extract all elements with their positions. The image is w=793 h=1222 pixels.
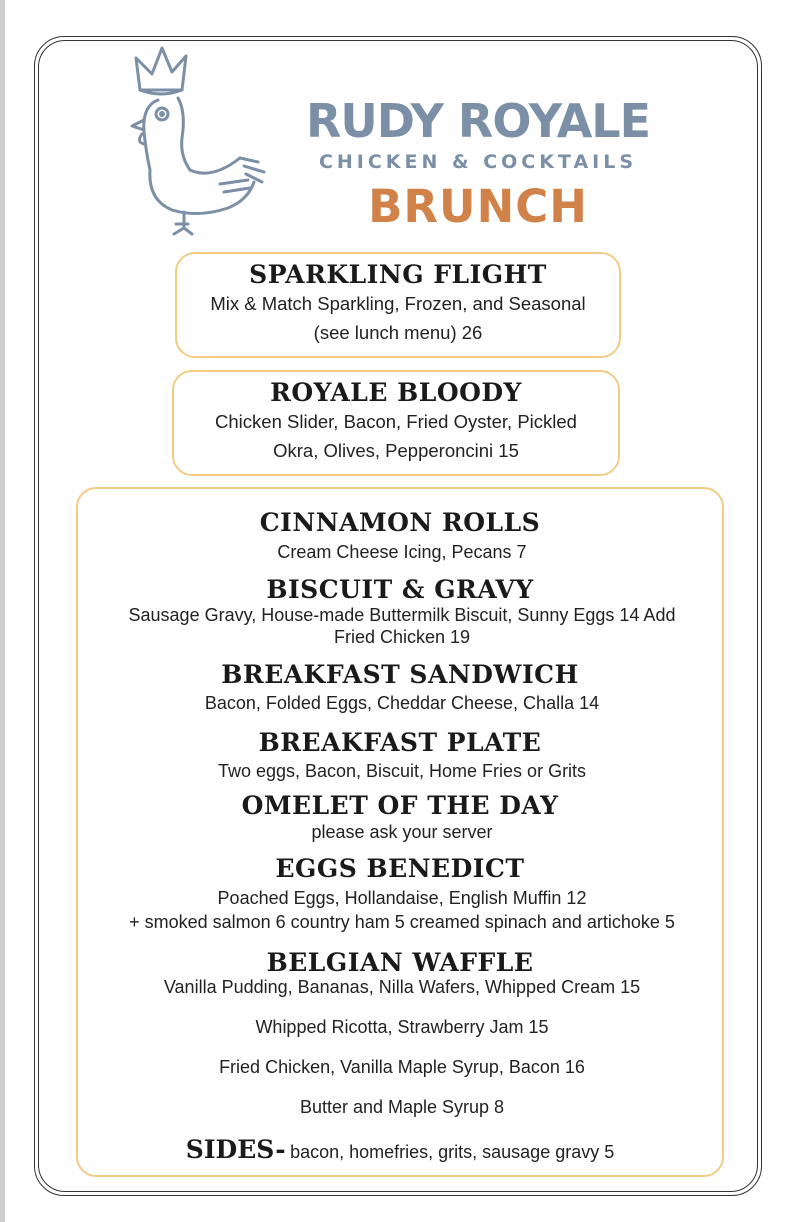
featured-desc-line: Okra, Olives, Pepperoncini 15 xyxy=(273,440,519,461)
item-title: BREAKFAST SANDWICH xyxy=(221,660,579,689)
featured-title: SPARKLING FLIGHT xyxy=(249,260,547,289)
item-title: BISCUIT & GRAVY xyxy=(266,575,534,604)
item-desc: Sausage Gravy, House-made Buttermilk Biscuit, Sunny Eggs 14 Add Fried Chicken 19 xyxy=(128,605,676,647)
waffle-variant: Fried Chicken, Vanilla Maple Syrup, Bacon 16 xyxy=(219,1057,585,1077)
crowned-chicken-icon xyxy=(128,40,268,240)
featured-desc-line: (see lunch menu) 26 xyxy=(313,322,483,343)
brand-name: RUDY ROYALE xyxy=(305,94,651,148)
item-title: EGGS BENEDICT xyxy=(275,854,525,883)
item-title: CINNAMON ROLLS xyxy=(259,508,541,537)
sides-line xyxy=(78,1135,722,1164)
item-title: OMELET OF THE DAY xyxy=(241,791,559,820)
item-desc: Cream Cheese Icing, Pecans 7 xyxy=(277,542,527,562)
brand-tagline: CHICKEN & COCKTAILS xyxy=(318,151,638,173)
page-edge xyxy=(0,0,5,1222)
featured-desc-line: Mix & Match Sparkling, Frozen, and Seasonal xyxy=(210,293,586,314)
featured-box-sparkling-flight xyxy=(175,252,621,358)
featured-title: ROYALE BLOODY xyxy=(270,378,522,407)
featured-desc-line: Chicken Slider, Bacon, Fried Oyster, Pickled xyxy=(215,411,577,432)
waffle-variant: Whipped Ricotta, Strawberry Jam 15 xyxy=(255,1017,549,1037)
item-desc: Poached Eggs, Hollandaise, English Muffin 12 xyxy=(217,888,587,908)
featured-box-royale-bloody xyxy=(172,370,620,476)
menu-items-box xyxy=(76,487,724,1177)
waffle-variant: Butter and Maple Syrup 8 xyxy=(299,1097,505,1117)
item-desc: Vanilla Pudding, Bananas, Nilla Wafers, Whipped Cream 15 xyxy=(163,977,641,997)
item-title: BELGIAN WAFFLE xyxy=(266,948,534,977)
sides-label: SIDES- xyxy=(185,1135,286,1164)
item-desc: Two eggs, Bacon, Biscuit, Home Fries or Grits xyxy=(217,761,587,781)
sides-text: bacon, homefries, grits, sausage gravy 5 xyxy=(290,1142,615,1162)
menu-type-title: BRUNCH xyxy=(368,180,588,233)
item-desc-addons: + smoked salmon 6 country ham 5 creamed spinach and artichoke 5 xyxy=(129,912,675,932)
item-title: BREAKFAST PLATE xyxy=(258,728,542,757)
item-desc: please ask your server xyxy=(311,822,493,842)
item-desc: Bacon, Folded Eggs, Cheddar Cheese, Challa 14 xyxy=(204,693,600,713)
